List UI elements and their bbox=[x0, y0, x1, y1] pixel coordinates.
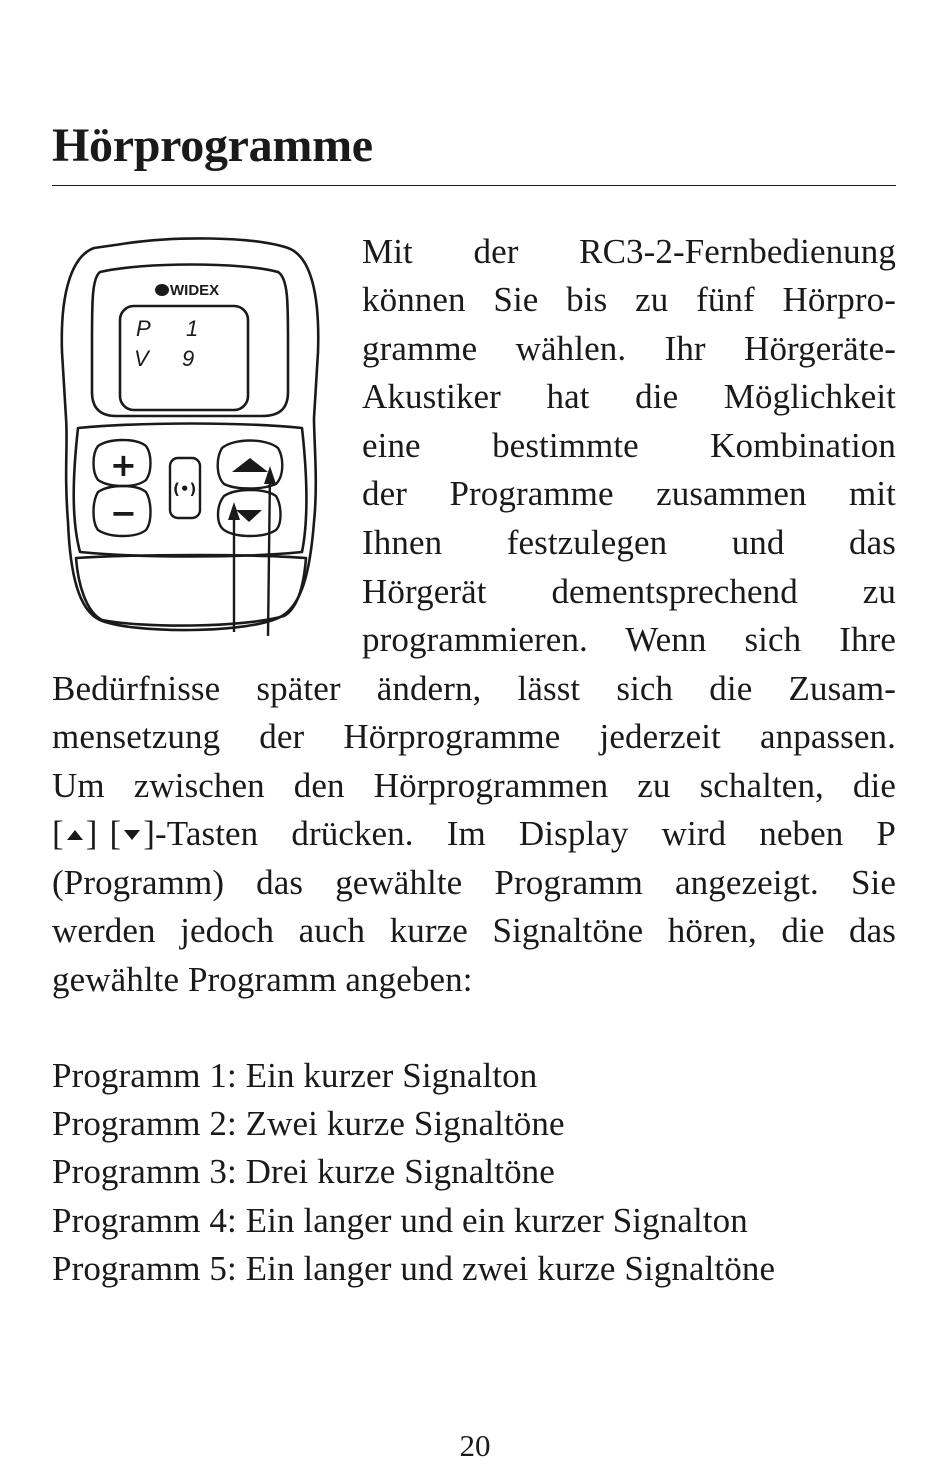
program-list-item: Programm 1: Ein kurzer Signalton bbox=[52, 1056, 538, 1095]
remote-control-illustration bbox=[52, 232, 330, 642]
down-triangle-icon bbox=[236, 510, 262, 522]
paragraph-line: gramme wählen. Ihr Hörgeräte- bbox=[362, 329, 896, 368]
page-number: 20 bbox=[459, 1428, 491, 1463]
paragraph-line: der Programme zusammen mit bbox=[362, 474, 896, 513]
paragraph-line: programmieren. Wenn sich Ihre bbox=[362, 620, 896, 659]
paragraph-line: Akustiker hat die Möglichkeit bbox=[362, 377, 896, 416]
paragraph-line: (Programm) das gewählte Programm angezeigt. Sie bbox=[52, 863, 896, 902]
paragraph-line: werden jedoch auch kurze Signaltöne hören, die das bbox=[52, 911, 896, 950]
pointer-arrow-right-head bbox=[264, 466, 276, 484]
program-list-item: Programm 5: Ein langer und zwei kurze Signaltöne bbox=[52, 1249, 776, 1288]
center-button-label: (•) bbox=[173, 480, 197, 498]
widex-logo-text: WIDEX bbox=[170, 282, 220, 299]
paragraph-line: eine bestimmte Kombination bbox=[362, 426, 896, 465]
pointer-arrow-right-shaft bbox=[268, 472, 270, 636]
paragraph-line: Um zwischen den Hörprogrammen zu schalten, die bbox=[52, 766, 896, 805]
minus-label: − bbox=[110, 494, 137, 532]
paragraph-line: gewählte Programm angeben: bbox=[52, 960, 473, 999]
display-v-label: V bbox=[134, 346, 149, 371]
up-key-icon bbox=[67, 830, 83, 840]
widex-logo-mark bbox=[155, 284, 169, 296]
bracket-open: [ bbox=[52, 814, 64, 854]
display-p-label: P bbox=[136, 316, 151, 341]
display-v-value: 9 bbox=[182, 346, 195, 371]
paragraph-line: mensetzung der Hörprogramme jederzeit anpassen. bbox=[52, 717, 896, 756]
title-divider bbox=[52, 185, 896, 186]
bracket-close: ] bbox=[85, 814, 98, 854]
down-key-icon bbox=[124, 830, 140, 840]
paragraph-line: Hörgerät dementsprechend zu bbox=[362, 572, 896, 611]
program-list-item: Programm 3: Drei kurze Signaltöne bbox=[52, 1152, 555, 1191]
paragraph-line: können Sie bis zu fünf Hörpro- bbox=[362, 280, 896, 319]
paragraph-line: Ihnen festzulegen und das bbox=[362, 523, 896, 562]
paragraph-line: Mit der RC3-2-Fernbedienung bbox=[362, 232, 896, 271]
paragraph-line: Bedürfnisse später ändern, lässt sich die Zusam- bbox=[52, 669, 896, 708]
keys-line bbox=[52, 810, 896, 859]
program-list-item: Programm 4: Ein langer und ein kurzer Signalton bbox=[52, 1201, 748, 1240]
plus-label: + bbox=[110, 446, 137, 484]
keys-line-text: ]-Tasten drücken. Im Display wird neben P bbox=[143, 814, 896, 854]
program-list-item: Programm 2: Zwei kurze Signaltöne bbox=[52, 1104, 565, 1143]
display-p-value: 1 bbox=[186, 316, 199, 341]
page-title: Hörprogramme bbox=[52, 119, 373, 172]
bracket-open: [ bbox=[109, 814, 122, 854]
up-triangle-icon bbox=[232, 458, 268, 472]
bottom-window bbox=[76, 555, 306, 626]
